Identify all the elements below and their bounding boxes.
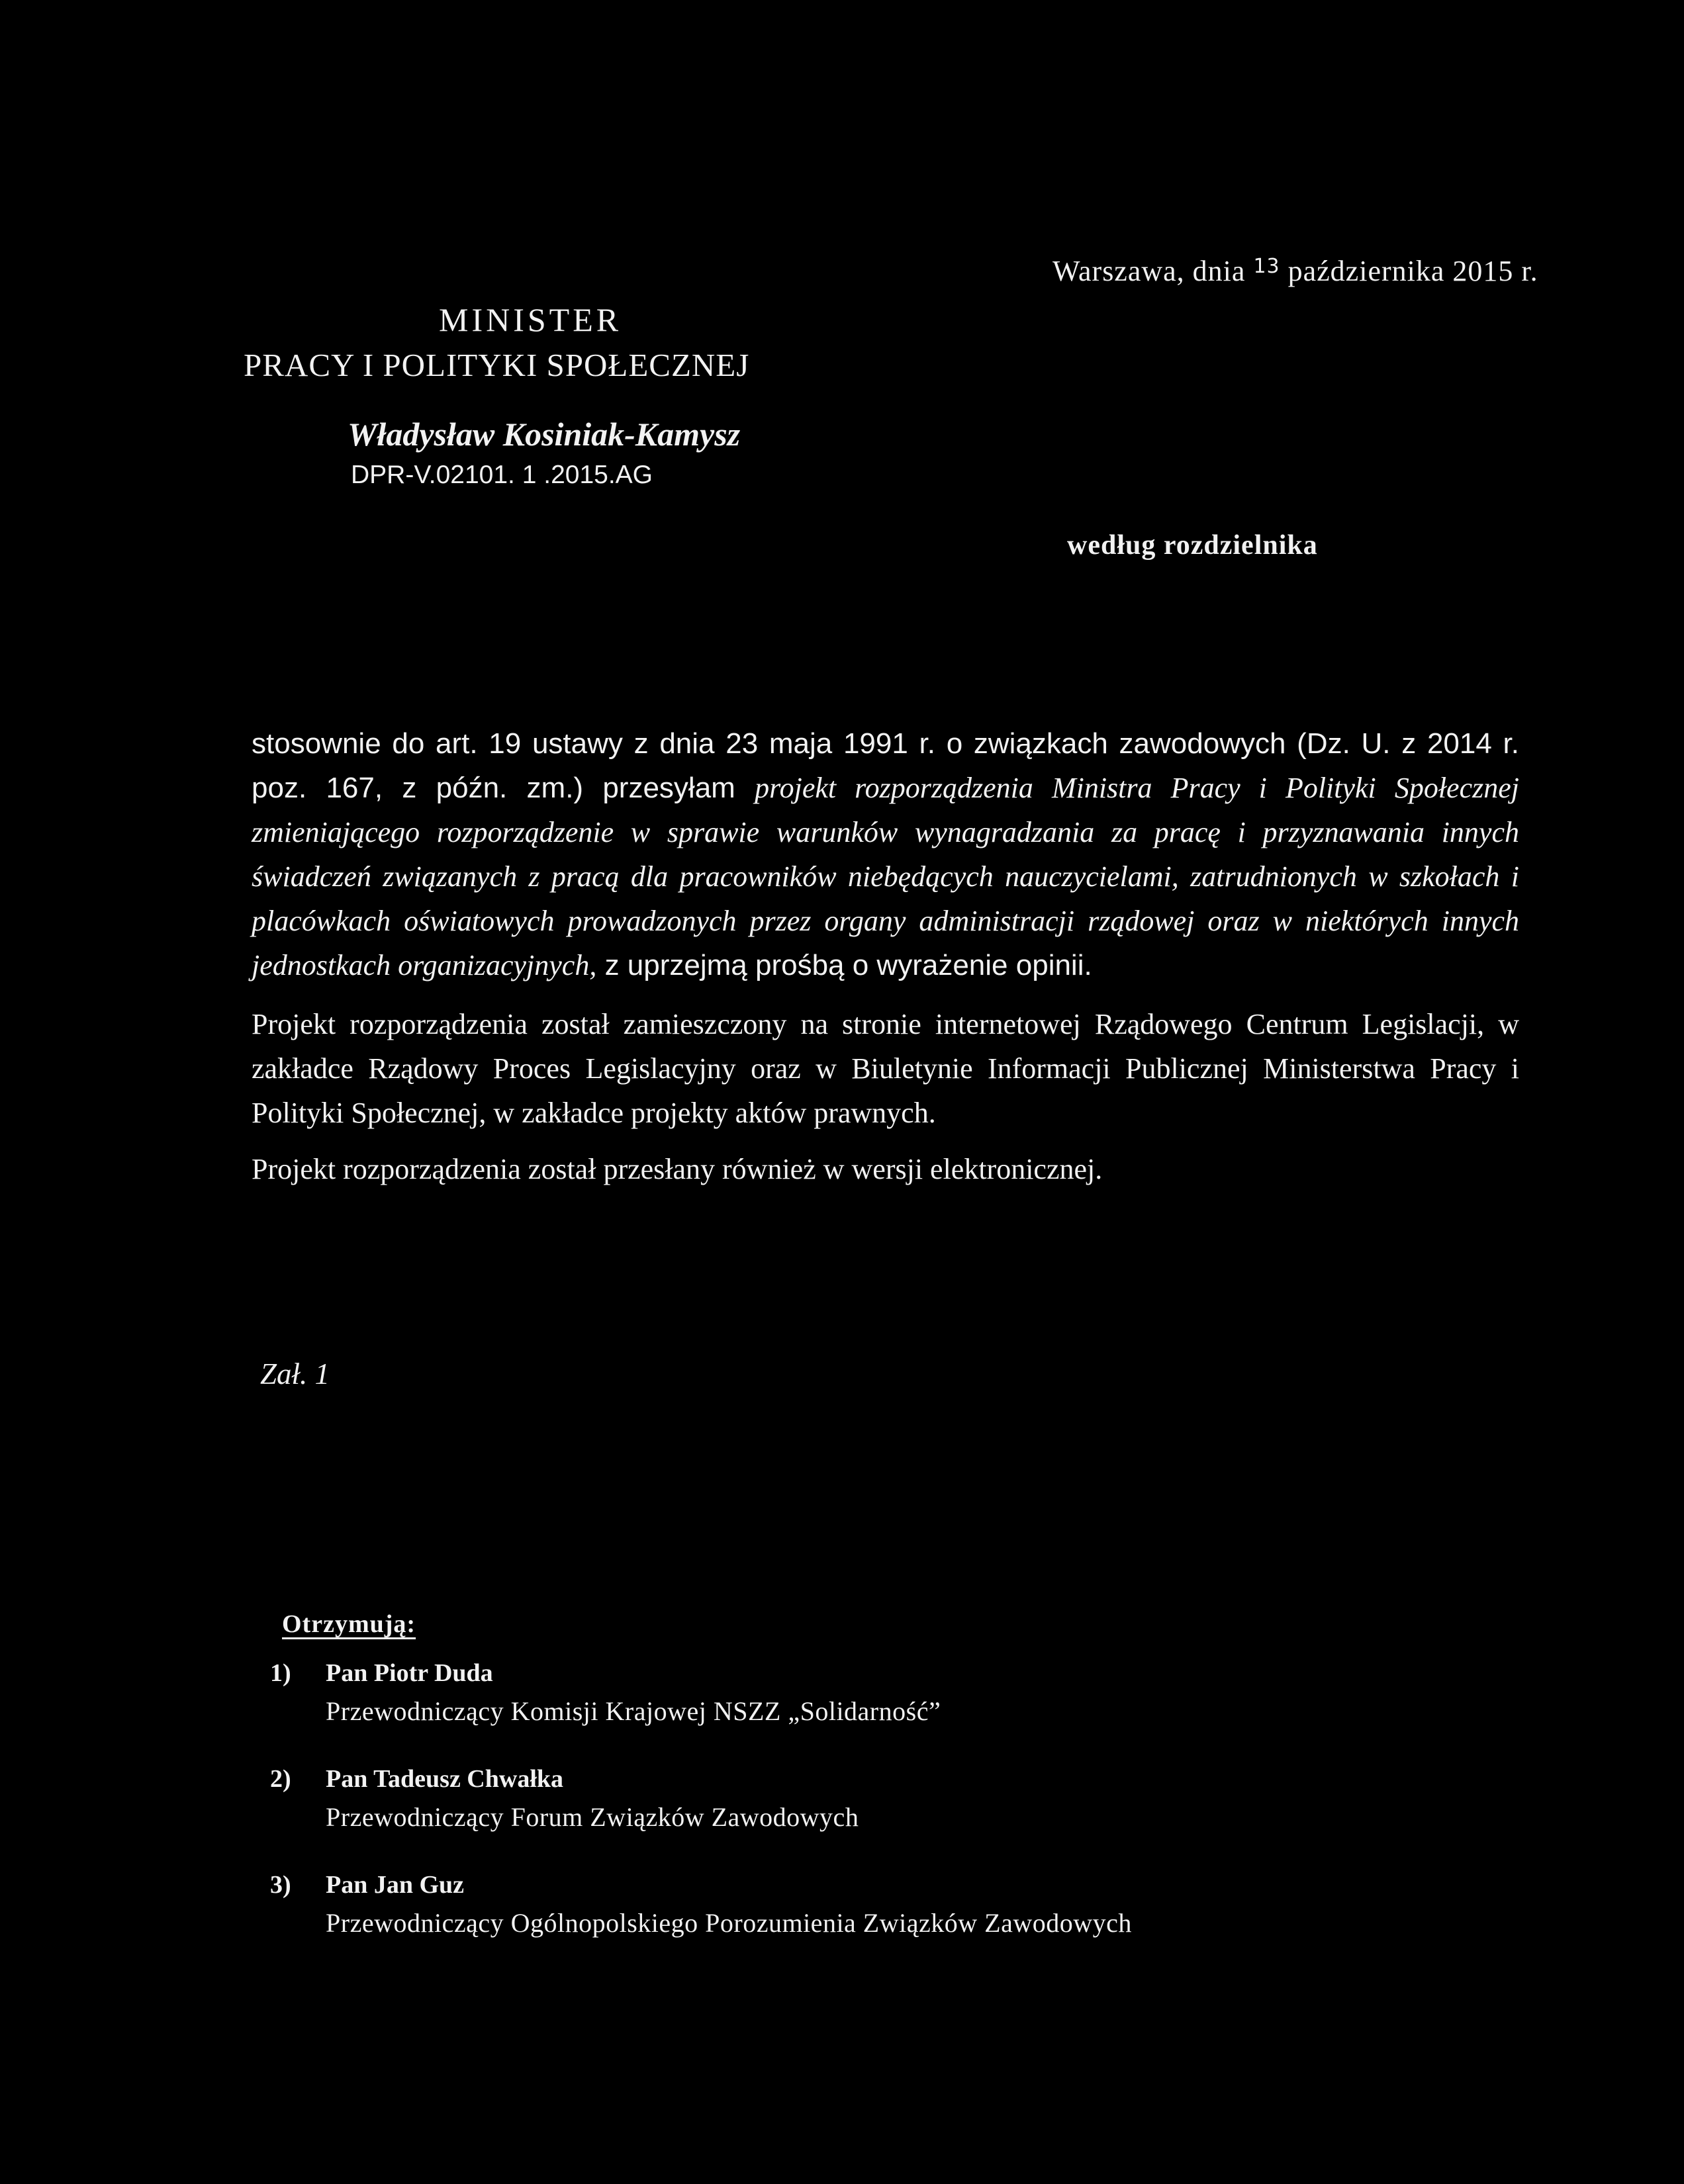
recipient-title: Przewodniczący Forum Związków Zawodowych xyxy=(326,1802,859,1832)
date-prefix: Warszawa, dnia xyxy=(1052,255,1246,287)
ministry-name: PRACY I POLITYKI SPOŁECZNEJ xyxy=(244,347,750,383)
paragraph-2: Projekt rozporządzenia został zamieszczony na stronie internetowej Rządowego Centrum Legislacji, w zakładce Rządowy Proces Legislacyjny oraz w Biuletynie Informacji Publicznej Ministerstwa Pracy i Polityki Społecznej, w zakładce projekty aktów prawnych. xyxy=(252,1008,1519,1129)
recipient-title: Przewodniczący Komisji Krajowej NSZZ „Solidarność” xyxy=(326,1696,941,1726)
recipient-name: Pan Jan Guz xyxy=(326,1871,465,1899)
minister-title: MINISTER xyxy=(439,301,622,338)
minister-name: Władysław Kosiniak-Kamysz xyxy=(348,416,741,453)
recipient-title: Przewodniczący Ogólnopolskiego Porozumienia Związków Zawodowych xyxy=(326,1908,1132,1938)
recipient-number: 1) xyxy=(270,1659,291,1687)
recipient-number: 3) xyxy=(270,1871,291,1899)
attachment-note: Zał. 1 xyxy=(260,1357,330,1390)
recipient-number: 2) xyxy=(270,1765,291,1793)
recipient-name: Pan Piotr Duda xyxy=(326,1659,493,1687)
addressee: według rozdzielnika xyxy=(1067,530,1318,561)
recipients-heading: Otrzymują: xyxy=(282,1610,416,1638)
reference-number: DPR-V.02101. 1 .2015.AG xyxy=(351,461,653,489)
date-day-handwritten: 13 xyxy=(1253,255,1280,278)
paragraph-1-request: z uprzejmą prośbą o wyrażenie opinii. xyxy=(596,949,1092,981)
paragraph-1-intro: stosownie do art. 19 ustawy z dnia 23 maja 1991 r. o związkach zawodowych (Dz. U. z 2014 r. poz. 167, z późn. zm.) przesyłam xyxy=(252,727,1519,804)
paragraph-1 xyxy=(252,721,1519,987)
date-line xyxy=(1052,254,1538,288)
recipient-name: Pan Tadeusz Chwałka xyxy=(326,1765,564,1793)
letter-body xyxy=(252,721,1519,1191)
paragraph-3: Projekt rozporządzenia został przesłany również w wersji elektronicznej. xyxy=(252,1153,1103,1185)
date-suffix: października 2015 r. xyxy=(1287,255,1538,287)
regulation-title: projekt rozporządzenia Ministra Pracy i Polityki Społecznej zmieniającego rozporządzenie w sprawie warunków wynagradzania za pracę i przyznawania innych świadczeń związanych z pracą dla pracowników niebędących nauczycielami, zatrudnionych w szkołach i placówkach oświatowych prowadzonych przez organy administracji rządowej oraz w niektórych innych jednostkach organizacyjnych, xyxy=(252,772,1519,981)
